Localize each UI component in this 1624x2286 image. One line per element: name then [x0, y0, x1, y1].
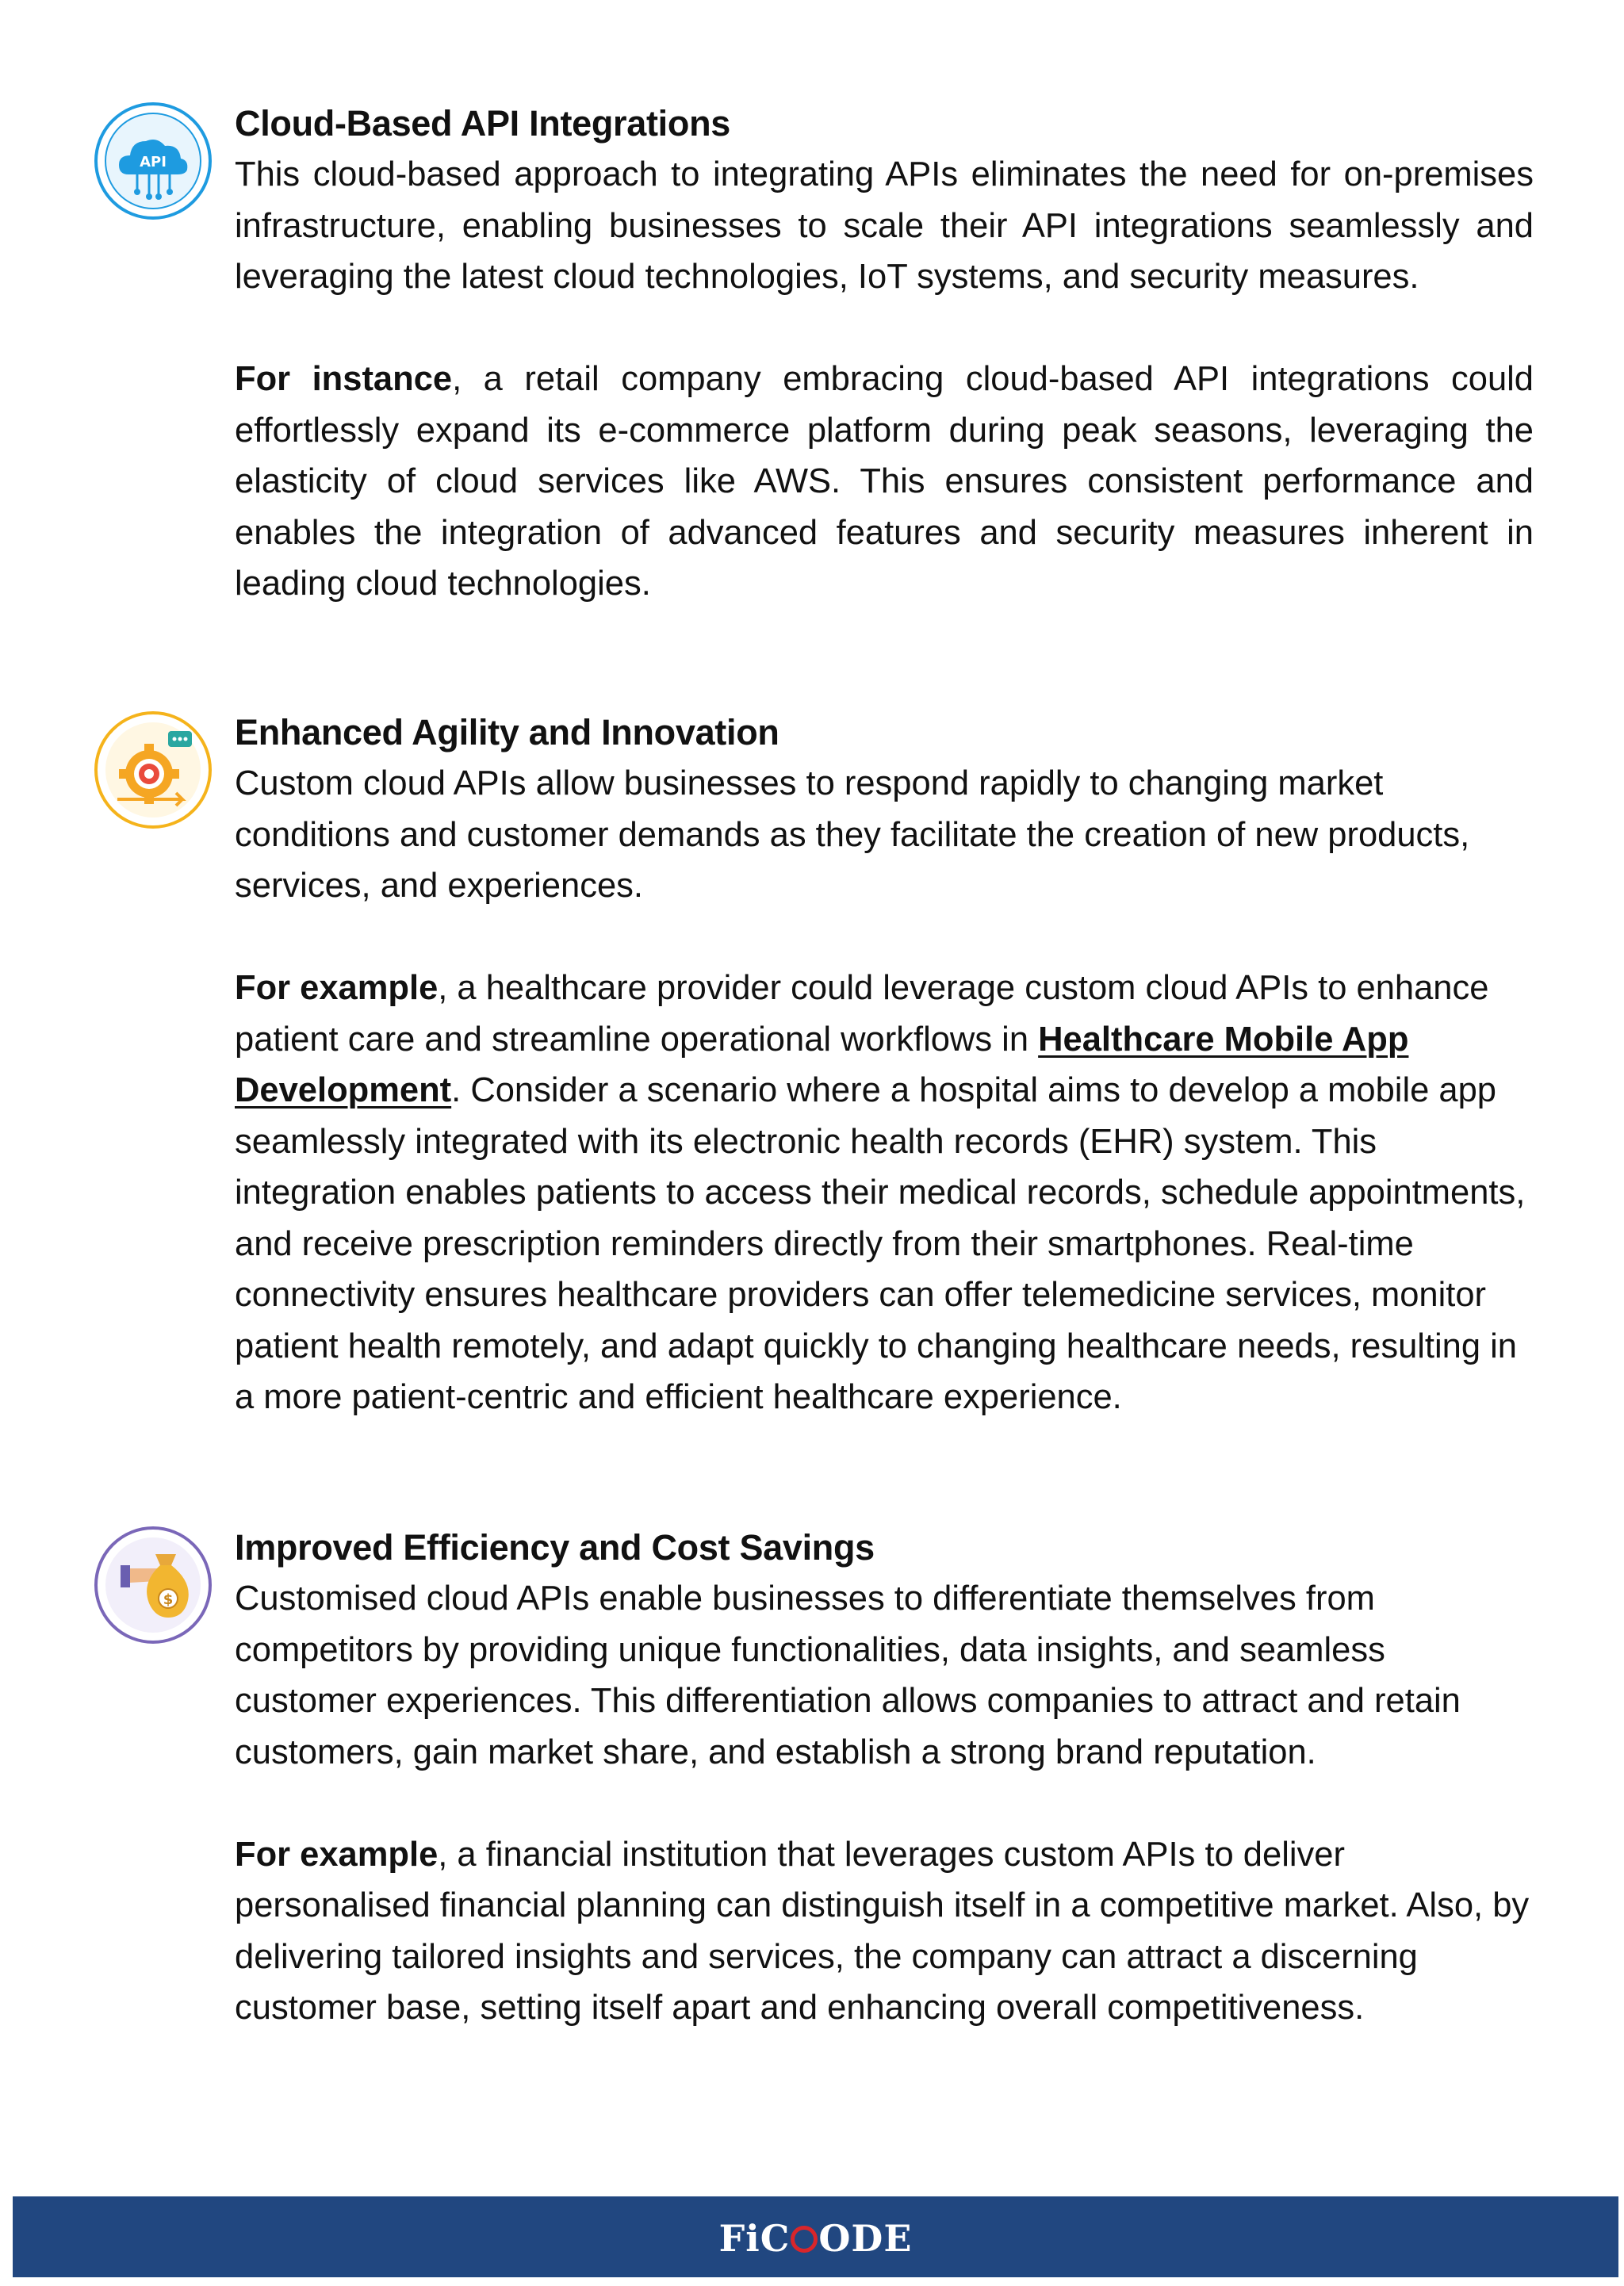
section-heading: Enhanced Agility and Innovation	[235, 712, 779, 752]
example-lead: For instance	[235, 360, 453, 398]
gear-target-icon	[94, 710, 213, 829]
ficode-logo[interactable]	[13, 2217, 1618, 2260]
cloud-api-icon	[94, 101, 213, 220]
paragraph-gap	[235, 912, 1534, 963]
section-example-paragraph	[235, 963, 1534, 1423]
healthcare-app-development-link[interactable]: Healthcare Mobile App Development	[235, 1020, 1409, 1109]
section-example-paragraph	[235, 1829, 1534, 2034]
example-text: , a financial institution that leverages custom APIs to deliver personalised financial planning can distinguish itself in a competitive market. Also, by delivering tailored insights and services, the company can attract a discerning customer base, setting itself apart and enhancing overall competitiveness.	[235, 1835, 1530, 2027]
paragraph-gap	[235, 303, 1534, 354]
section-paragraph: Customised cloud APIs enable businesses to differentiate themselves from competitors by providing unique functionalities, data insights, and seamless customer experiences. This differentiation allows companies to attract and retain customers, gain market share, and establish a strong brand reputation.	[235, 1580, 1461, 1771]
example-text: , a healthcare provider could leverage custom cloud APIs to enhance patient care and streamline operational workflows in	[235, 969, 1489, 1059]
footer-bar	[13, 2196, 1618, 2277]
section-paragraph: This cloud-based approach to integrating APIs eliminates the need for on-premises infrastructure, enabling businesses to scale their API integrations seamlessly and leveraging the latest cloud technologies, IoT systems, and security measures.	[235, 155, 1534, 296]
example-lead: For example	[235, 969, 439, 1007]
section-example-paragraph	[235, 354, 1534, 610]
example-lead: For example	[235, 1835, 439, 1874]
paragraph-gap	[235, 1778, 1534, 1829]
example-text-continued: . Consider a scenario where a hospital aims to develop a mobile app seamlessly integrated with its electronic health records (EHR) system. This integration enables patients to access their medical records, schedule appointments, and receive prescription reminders directly from their smartphones. Real-time connectivity ensures healthcare providers can offer telemedicine services, monitor patient health remotely, and adapt quickly to changing healthcare needs, resulting in a more patient-centric and efficient healthcare experience.	[235, 1071, 1526, 1416]
logo-o-ring-icon	[791, 2226, 818, 2253]
section-content	[235, 101, 1534, 610]
section-heading: Improved Efficiency and Cost Savings	[235, 1527, 875, 1568]
section-heading: Cloud-Based API Integrations	[235, 103, 730, 144]
section-content	[235, 710, 1534, 1423]
svg-text:$: $	[163, 1591, 174, 1608]
money-bag-hand-icon	[94, 1526, 213, 1645]
logo-rest: ODE	[818, 2217, 913, 2260]
section-paragraph: Custom cloud APIs allow businesses to respond rapidly to changing market conditions and customer demands as they facilitate the creation of new products, services, and experiences.	[235, 764, 1470, 905]
logo-prefix: Fi	[718, 2217, 760, 2260]
section-content	[235, 1526, 1534, 2034]
logo-accent-letter: C	[760, 2217, 791, 2260]
example-text: , a retail company embracing cloud-based API integrations could effortlessly expand its e-commerce platform during peak seasons, leveraging the elasticity of cloud services like AWS. This ensures consistent performance and enables the integration of advanced features and security measures inherent in leading cloud technologies.	[235, 360, 1534, 603]
svg-text:API: API	[140, 154, 167, 170]
